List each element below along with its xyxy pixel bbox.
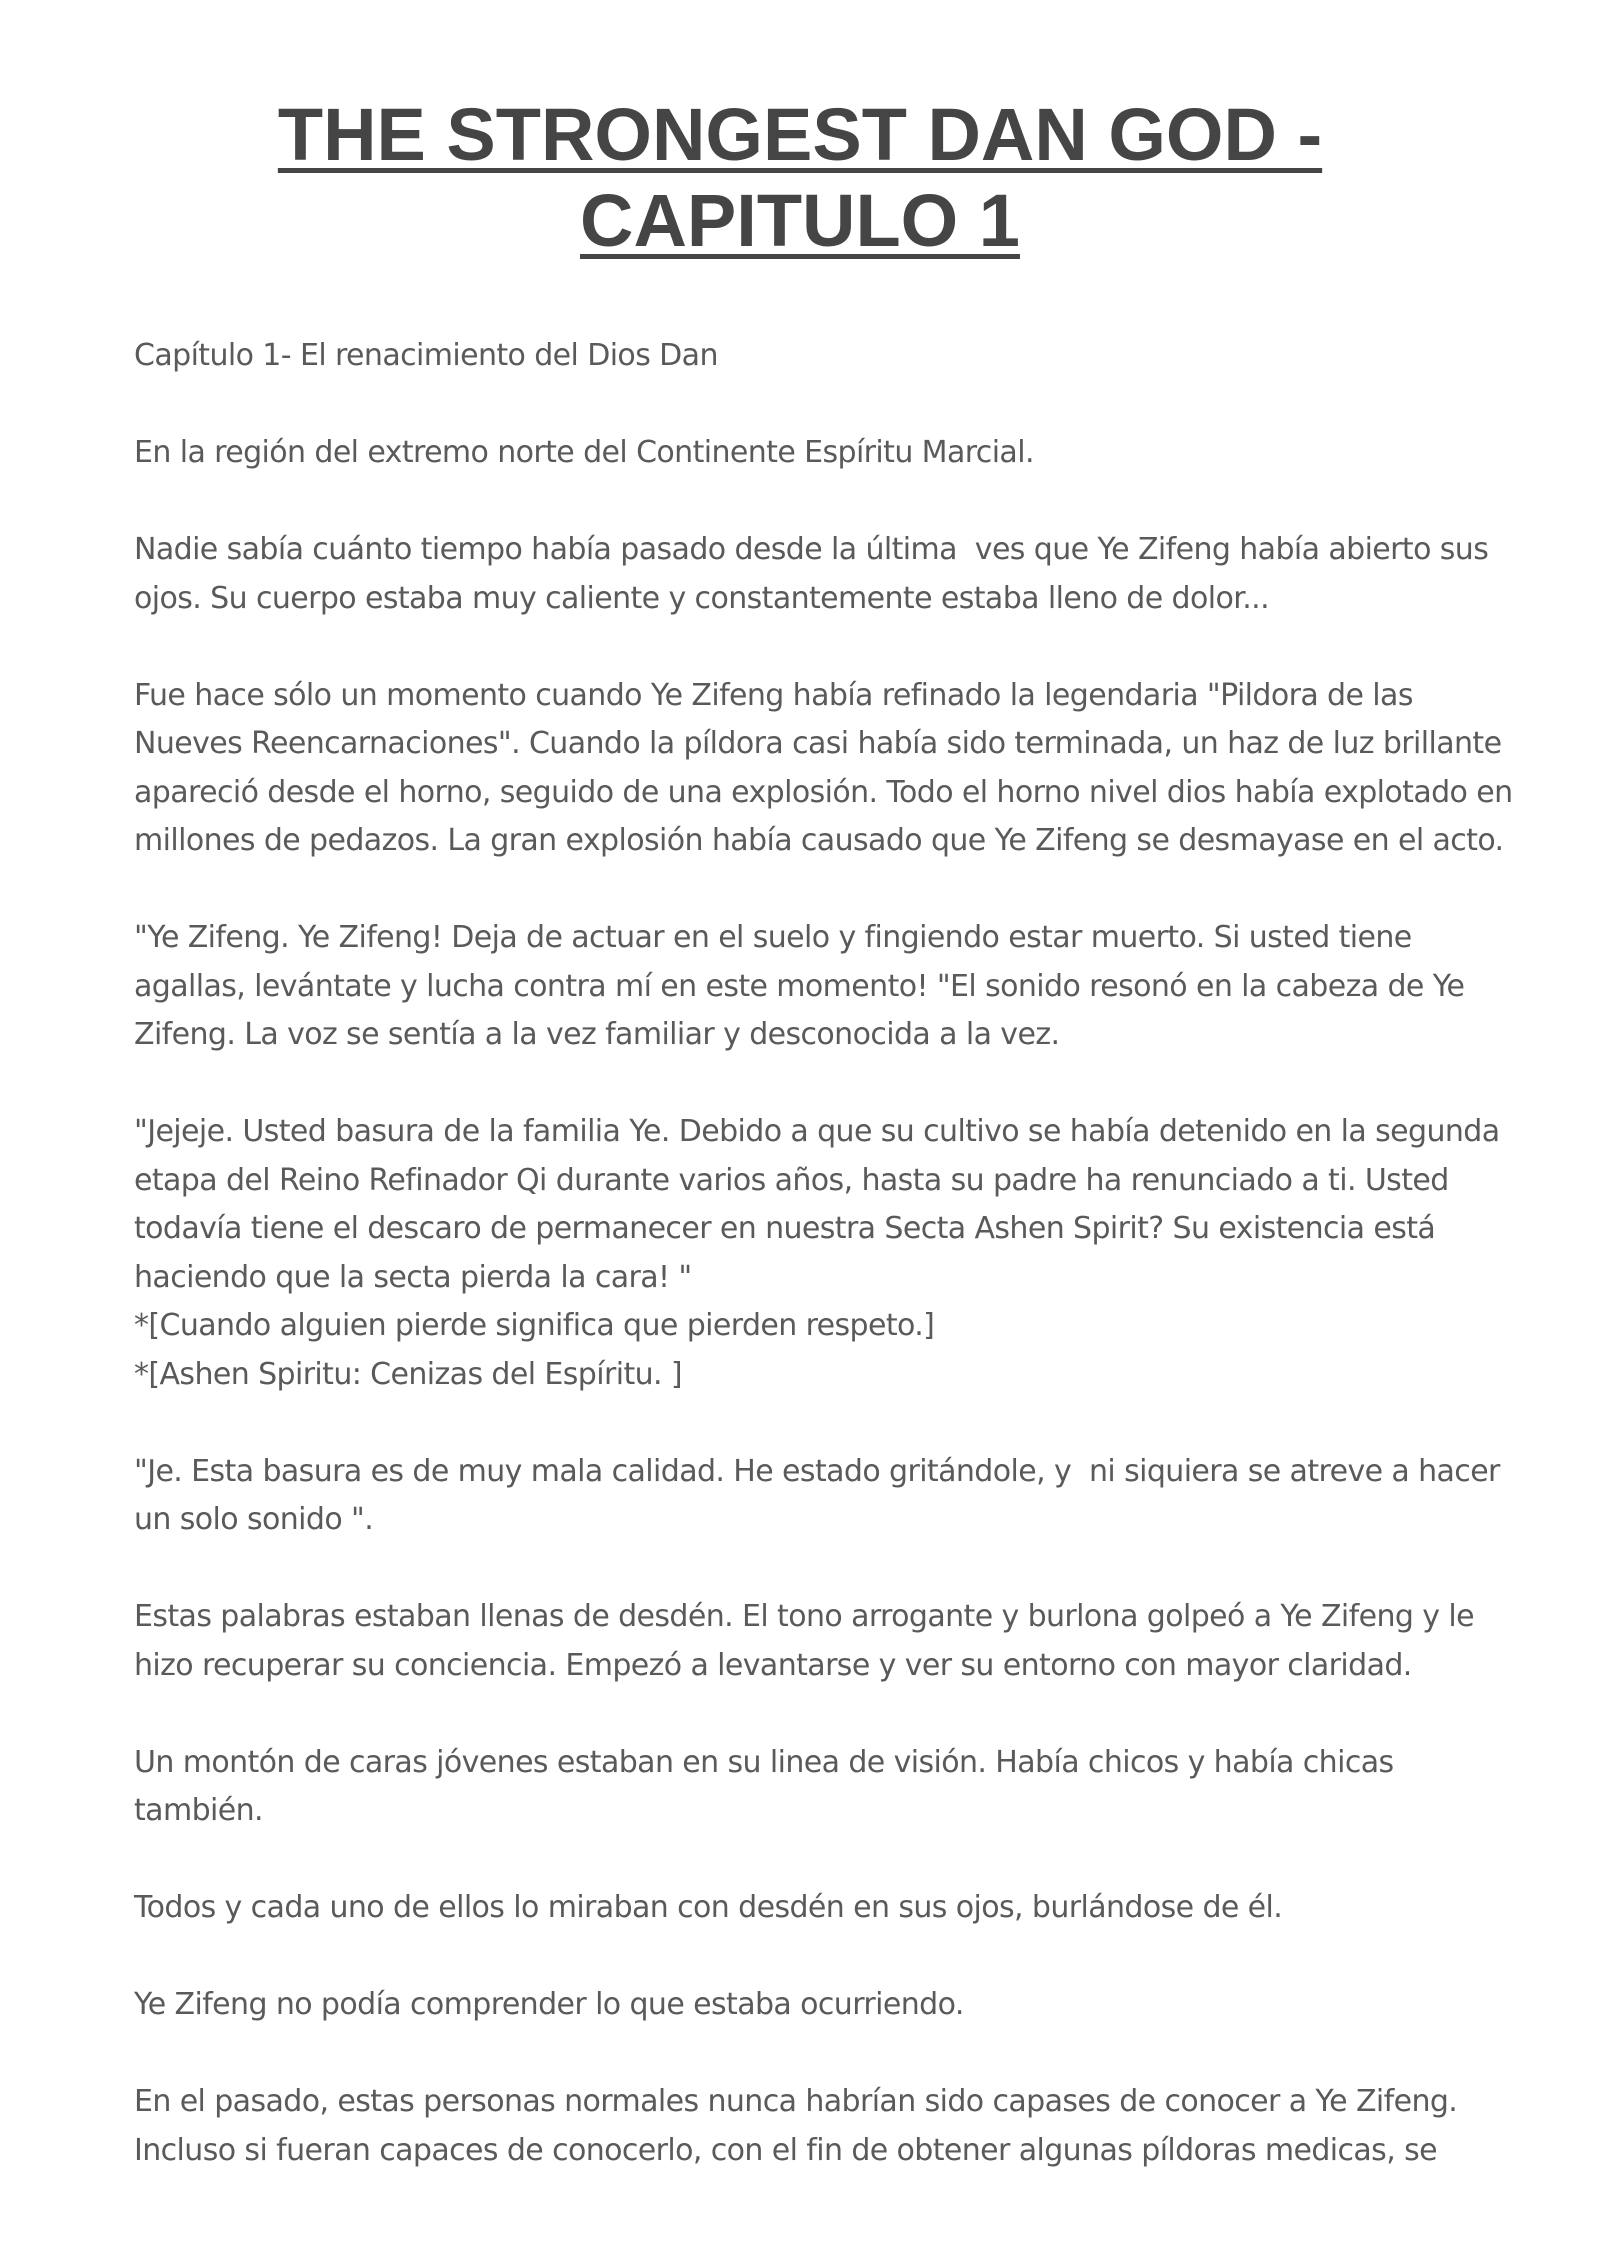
paragraph: Un montón de caras jóvenes estaban en su linea de visión. Había chicos y había chicas también.	[134, 1744, 1403, 1828]
paragraph: "Ye Zifeng. Ye Zifeng! Deja de actuar en el suelo y fingiendo estar muerto. Si usted tiene agallas, levántate y lucha contra mí en este momento! "El sonido resonó en la cabeza de Ye Zifeng. La voz se sentía a la vez familiar y desconocida a la vez.	[134, 920, 1474, 1052]
paragraph: Todos y cada uno de ellos lo miraban con desdén en sus ojos, burlándose de él.	[134, 1890, 1283, 1925]
document-body	[134, 332, 1522, 2224]
paragraph: En el pasado, estas personas normales nunca habrían sido capases de conocer a Ye Zifeng. Incluso si fueran capaces de conocerlo, con el fin de obtener algunas píldoras medicas, se	[134, 2084, 1467, 2168]
paragraph: Nadie sabía cuánto tiempo había pasado desde la última ves que Ye Zifeng había abierto sus ojos. Su cuerpo estaba muy caliente y constantemente estaba lleno de dolor...	[134, 532, 1498, 616]
footnote: *[Cuando alguien pierde significa que pierden respeto.]	[134, 1308, 935, 1343]
paragraph: "Jejeje. Usted basura de la familia Ye. Debido a que su cultivo se había detenido en la segunda etapa del Reino Refinador Qi durante varios años, hasta su padre ha renunciado a ti. Usted todavía tiene el descaro de permanecer en nuestra Secta Ashen Spirit? Su existencia está haciendo que la secta pierda la cara! "	[134, 1114, 1509, 1295]
footnote: *[Ashen Spiritu: Cenizas del Espíritu. ]	[134, 1356, 682, 1392]
paragraph: En la región del extremo norte del Continente Espíritu Marcial.	[134, 435, 1034, 470]
page-title	[100, 92, 1500, 264]
title-line-1: THE STRONGEST DAN GOD -	[277, 93, 1323, 176]
paragraph: "Je. Esta basura es de muy mala calidad. He estado gritándole, y ni siquiera se atreve a hacer un solo sonido ".	[134, 1453, 1509, 1537]
paragraph: Estas palabras estaban llenas de desdén. El tono arrogante y burlona golpeó a Ye Zifeng y le hizo recuperar su conciencia. Empezó a levantarse y ver su entorno con mayor claridad.	[134, 1599, 1483, 1683]
paragraph: Ye Zifeng no podía comprender lo que estaba ocurriendo.	[134, 1987, 964, 2022]
chapter-heading: Capítulo 1- El renacimiento del Dios Dan	[134, 338, 718, 373]
paragraph: Fue hace sólo un momento cuando Ye Zifeng había refinado la legendaria "Pildora de las Nueves Reencarnaciones". Cuando la píldora casi había sido terminada, un haz de luz brillante apareció desde el horno, seguido de una explosión. Todo el horno nivel dios había explotado en millones de pedazos. La gran explosión había causado que Ye Zifeng se desmayase en el acto.	[134, 677, 1522, 858]
title-line-2: CAPITULO 1	[580, 179, 1020, 262]
